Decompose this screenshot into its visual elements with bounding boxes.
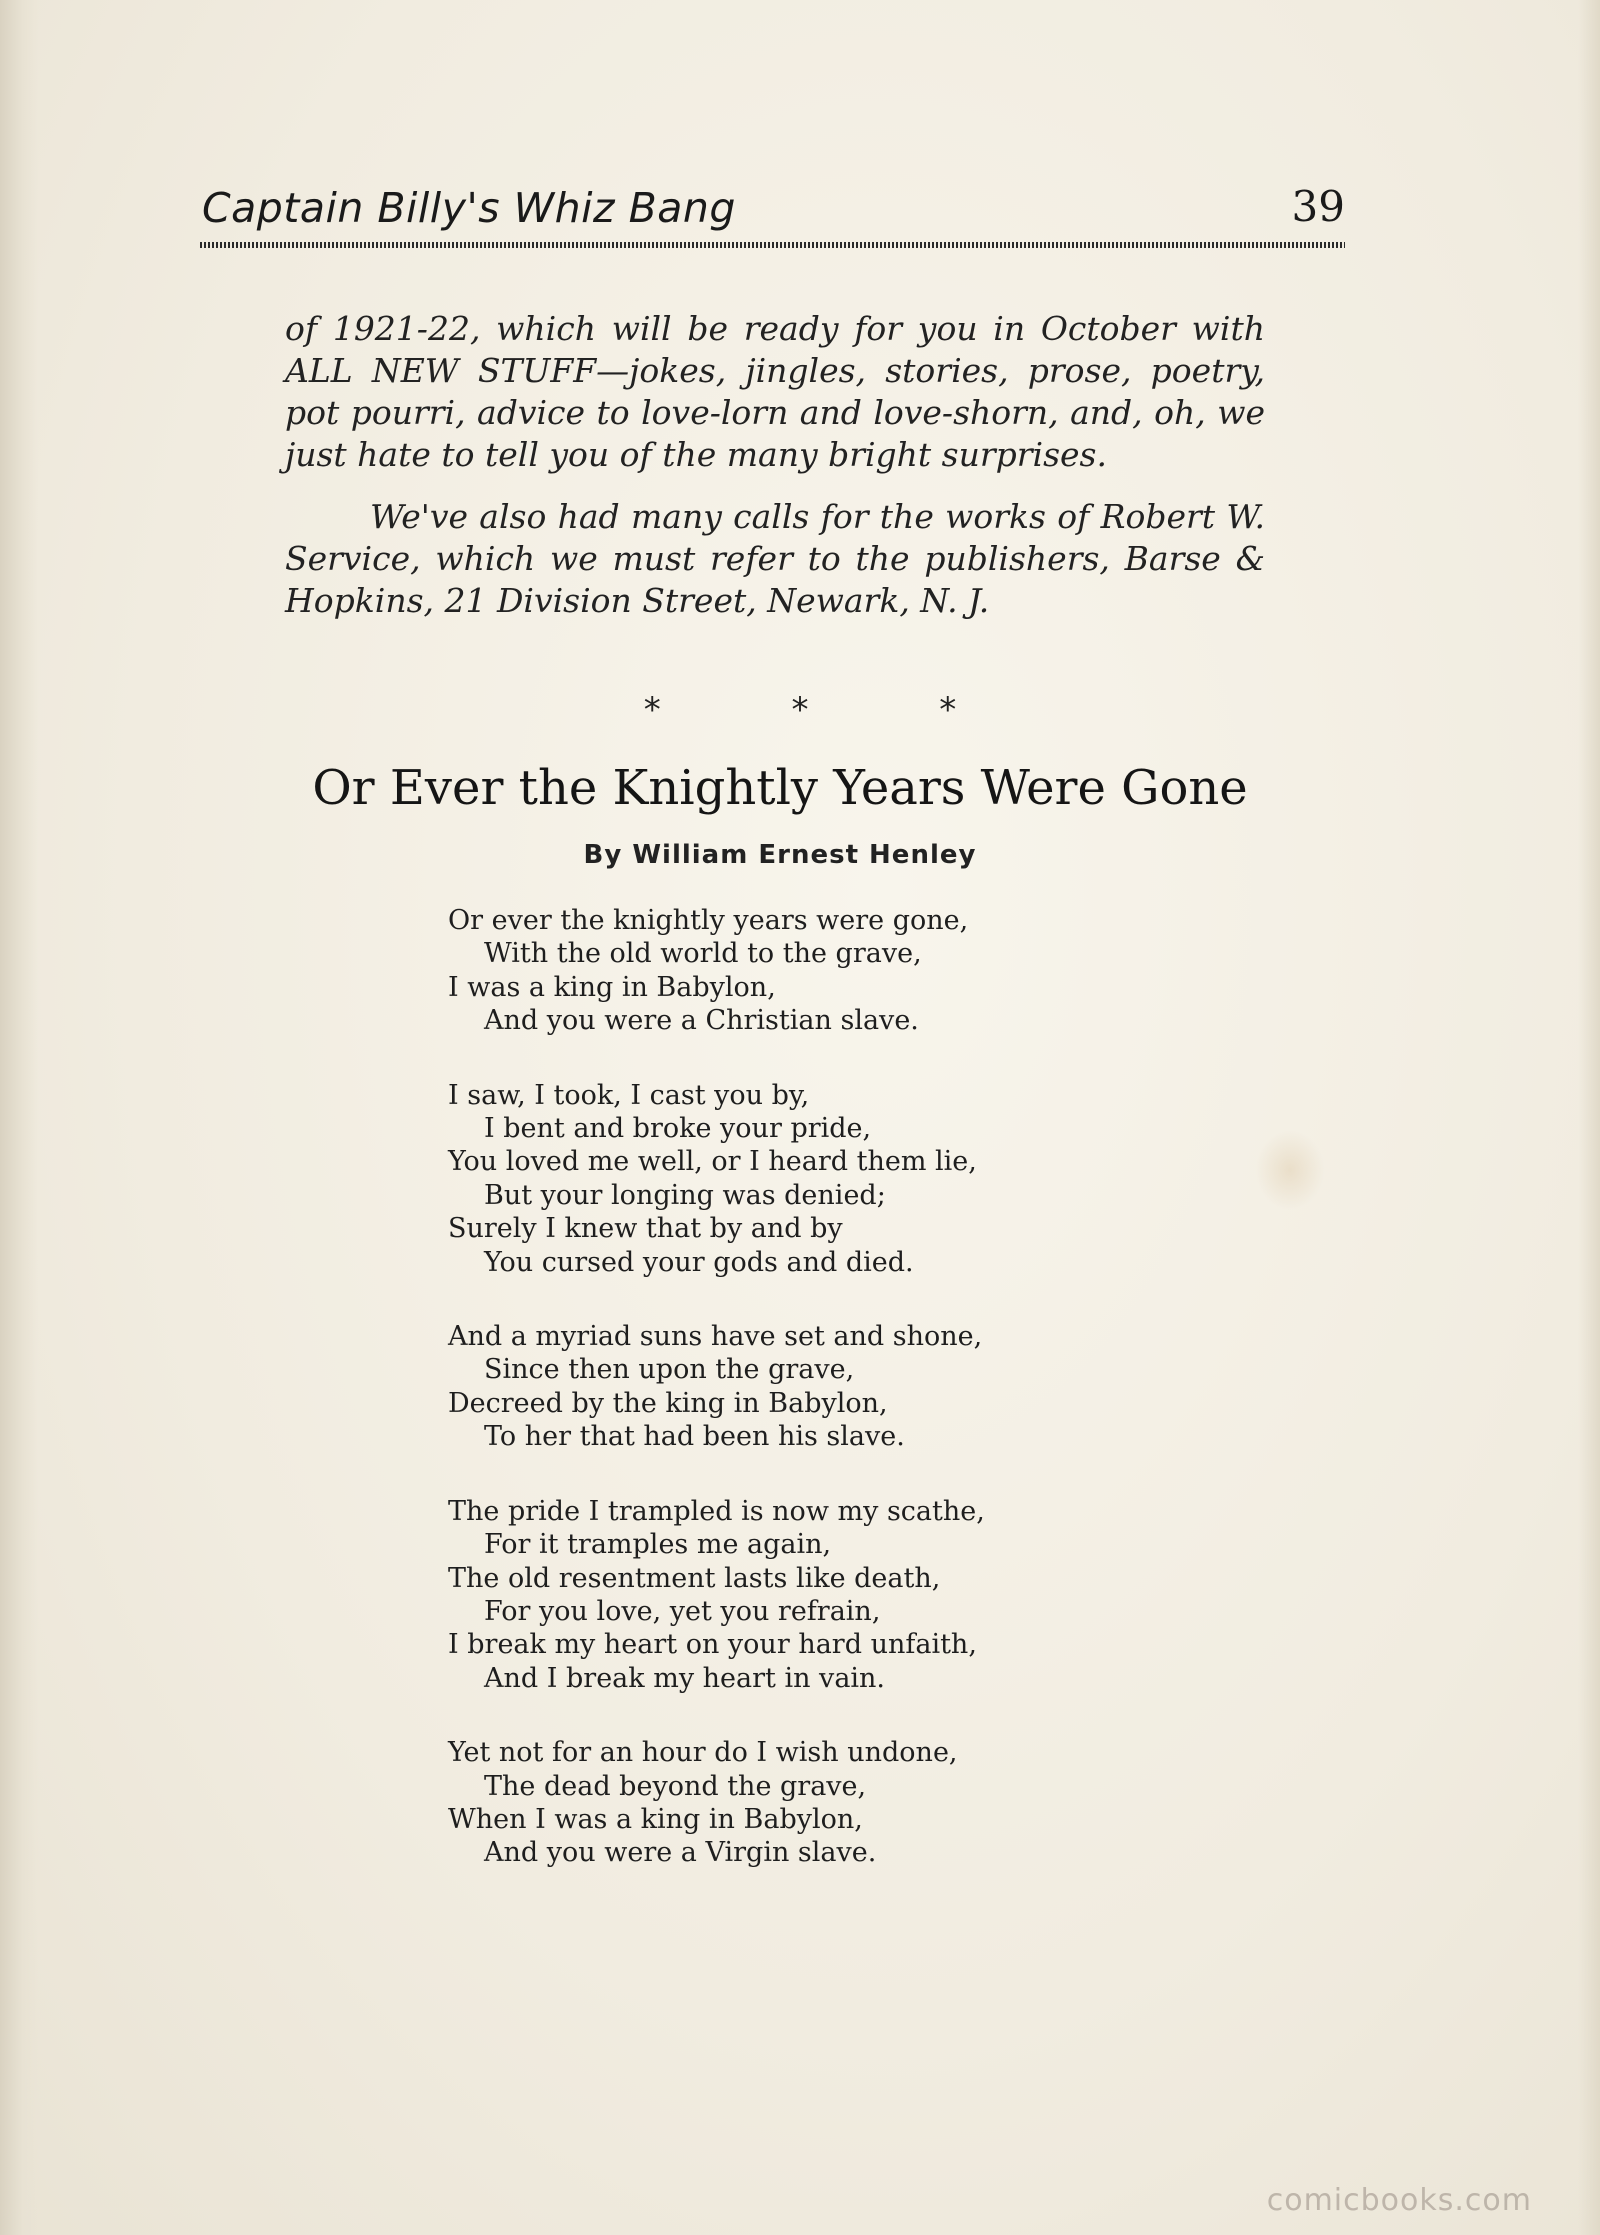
poem-line: When I was a king in Babylon, — [448, 1803, 863, 1835]
poem-stanza-1 — [448, 904, 1228, 1038]
poem-line: The pride I trampled is now my scathe, — [448, 1495, 985, 1527]
prose-paragraph-2: We've also had many calls for the works of Robert W. Service, which we must refer to the publishers, Barse & Hopkins, 21 Division Street, Newark, N. J. — [285, 497, 1265, 620]
poem-line: The old resentment lasts like death, — [448, 1562, 941, 1594]
poem-line: And you were a Virgin slave. — [484, 1837, 877, 1869]
poem-line: With the old world to the grave, — [484, 938, 922, 970]
prose-block — [285, 308, 1265, 622]
poem-line: Decreed by the king in Babylon, — [448, 1387, 888, 1419]
poem-stanza-5 — [448, 1736, 1228, 1870]
poem-stanza-2 — [448, 1079, 1228, 1279]
poem-stanza-4 — [448, 1495, 1228, 1695]
poem-title: Or Ever the Knightly Years Were Gone — [312, 760, 1248, 816]
prose-paragraph-1: of 1921-22, which will be ready for you in October with ALL NEW STUFF—jokes, jingles, stories, prose, poetry, pot pourri, advice to love-lorn and love-shorn, and, oh, we just hate to tell you of the many bright surprises. — [285, 309, 1265, 474]
watermark: comicbooks.com — [1266, 2183, 1532, 2218]
poem-line: I bent and broke your pride, — [484, 1113, 872, 1145]
poem-line: Surely I knew that by and by — [448, 1213, 843, 1245]
poem-body — [448, 904, 1228, 1911]
poem-byline: By William Ernest Henley — [583, 840, 977, 870]
poem-line: To her that had been his slave. — [484, 1421, 905, 1453]
poem-line: You loved me well, or I heard them lie, — [448, 1146, 977, 1178]
poem-line: I saw, I took, I cast you by, — [448, 1079, 810, 1111]
poem-stanza-3 — [448, 1320, 1228, 1454]
poem-line: You cursed your gods and died. — [484, 1246, 914, 1278]
page-number: 39 — [1291, 182, 1345, 231]
poem-line: I break my heart on your hard unfaith, — [448, 1629, 977, 1661]
poem-line: For you love, yet you refrain, — [484, 1595, 881, 1627]
running-title: Captain Billy's Whiz Bang — [202, 184, 736, 232]
poem-line: And I break my heart in vain. — [484, 1662, 886, 1694]
poem-line: Or ever the knightly years were gone, — [448, 905, 969, 936]
page-edge — [1578, 0, 1600, 2235]
poem-line: The dead beyond the grave, — [484, 1770, 867, 1802]
binding-shadow — [0, 0, 38, 2235]
paper-stain — [1255, 1130, 1325, 1210]
poem-line: Since then upon the grave, — [484, 1354, 855, 1386]
poem-line: But your longing was denied; — [484, 1179, 886, 1211]
section-separator: * * * — [643, 690, 1017, 730]
poem-line: For it tramples me again, — [484, 1529, 832, 1561]
poem-line: And you were a Christian slave. — [484, 1005, 919, 1037]
header-rule — [200, 242, 1345, 248]
poem-line: I was a king in Babylon, — [448, 971, 776, 1003]
page-header — [200, 180, 1345, 240]
poem-line: And a myriad suns have set and shone, — [448, 1321, 983, 1353]
poem-line: Yet not for an hour do I wish undone, — [448, 1737, 958, 1769]
